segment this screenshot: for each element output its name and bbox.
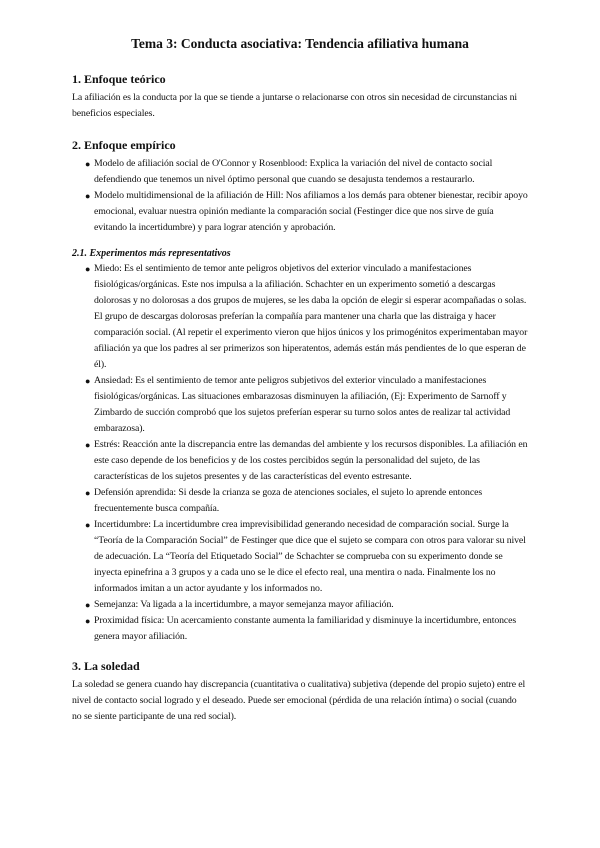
list-item-text: Semejanza: Va ligada a la incertidumbre, a mayor semejanza mayor afiliación. [94,599,394,610]
list-item-text: Defensión aprendida: Si desde la crianza se goza de atenciones sociales, el sujeto lo aprende entonces frecuentemente busca compañía. [94,487,483,514]
list-item-text: Modelo multidimensional de la afiliación de Hill: Nos afiliamos a los demás para obtener bienestar, recibir apoyo emocional, evaluar nuestra opinión mediante la comparación social (Festinger dice que nos sirve de guía evitando la incertidumbre) y para lograr atención y aprobación. [94,190,528,233]
list-item [72,373,528,437]
list-item [72,261,528,373]
section-2-heading: 2. Enfoque empírico [72,138,176,152]
document-page [72,36,528,725]
bullet-icon: ● [85,616,91,626]
section-2-1-heading: 2.1. Experimentos más representativos [72,248,231,259]
bullet-icon: ● [85,440,91,450]
bullet-icon: ● [85,520,91,530]
list-item [72,517,528,597]
bullet-icon: ● [85,488,91,498]
list-item [72,613,528,645]
section-1-heading: 1. Enfoque teórico [72,72,166,86]
section-3-text: La soledad se genera cuando hay discrepancia (cuantitativa o cualitativa) subjetiva (depende del propio sujeto) entre el nivel de contacto social logrado y el deseado. Puede ser emocional (pérdida de una relación íntima) o social (cuando no se siente participante de una red social). [72,679,526,722]
list-item [72,156,528,188]
section-2-list [72,156,528,236]
list-item [72,188,528,236]
list-item-text: Miedo: Es el sentimiento de temor ante peligros objetivos del exterior vinculado a manifestaciones fisiológicas/orgánicas. Este nos impulsa a la afiliación. Schachter en un experimento sometió a descargas dolorosas y no dolorosas a dos grupos de mujeres, se les daba la opción de elegir si esperar acompañadas o solas. El grupo de descargas dolorosas preferían la compañía para mantener una charla que las distraiga y hacer comparación social. (Al repetir el experimento vieron que hijos únicos y los primogénitos experimentaban mayor afiliación ya que los padres al ser primerizos son hiperatentos, además están más pendientes de lo que esperan de él). [94,263,528,370]
list-item-text: Ansiedad: Es el sentimiento de temor ante peligros subjetivos del exterior vinculado a manifestaciones fisiológicas/orgánicas. Las situaciones embarazosas disminuyen la afiliación, (Ej: Experimento de Sarnoff y Zimbardo de succión comprobó que los sujetos preferían esperar su turno solos antes de realizar tal actividad embarazosa). [94,375,511,434]
list-item-text: Incertidumbre: La incertidumbre crea imprevisibilidad generando necesidad de comparación social. Surge la “Teoría de la Comparación Social” de Festinger que dice que el sujeto se compara con otros para valorar su nivel de adecuación. La “Teoría del Etiquetado Social” de Schachter se comprueba con su experimento donde se inyecta epinefrina a 3 grupos y a cada uno se le dice el efecto real, una mentira o nada. Finalmente los no informados imitan a un actor ayudante y los informados no. [94,519,526,594]
bullet-icon: ● [85,159,91,169]
bullet-icon: ● [85,600,91,610]
document-title: Tema 3: Conducta asociativa: Tendencia afiliativa humana [131,36,469,51]
list-item [72,437,528,485]
list-item-text: Proximidad física: Un acercamiento constante aumenta la familiaridad y disminuye la incertidumbre, entonces genera mayor afiliación. [94,615,517,642]
list-item-text: Modelo de afiliación social de O'Connor y Rosenblood: Explica la variación del nivel de contacto social defendiendo que tenemos un nivel óptimo personal que cuando se desajusta tendemos a restaurarlo. [94,158,493,185]
bullet-icon: ● [85,376,91,386]
list-item-text: Estrés: Reacción ante la discrepancia entre las demandas del ambiente y los recursos disponibles. La afiliación en este caso depende de los beneficios y de los costes percibidos según la personalidad del sujeto, de las características de los sujetos presentes y de las características del evento estresante. [94,439,528,482]
bullet-icon: ● [85,264,91,274]
list-item [72,597,528,613]
section-3-heading: 3. La soledad [72,659,140,673]
section-1-text: La afiliación es la conducta por la que se tiende a juntarse o relacionarse con otros sin necesidad de circunstancias ni beneficios especiales. [72,92,518,119]
bullet-icon: ● [85,191,91,201]
section-2-1-list [72,261,528,645]
list-item [72,485,528,517]
